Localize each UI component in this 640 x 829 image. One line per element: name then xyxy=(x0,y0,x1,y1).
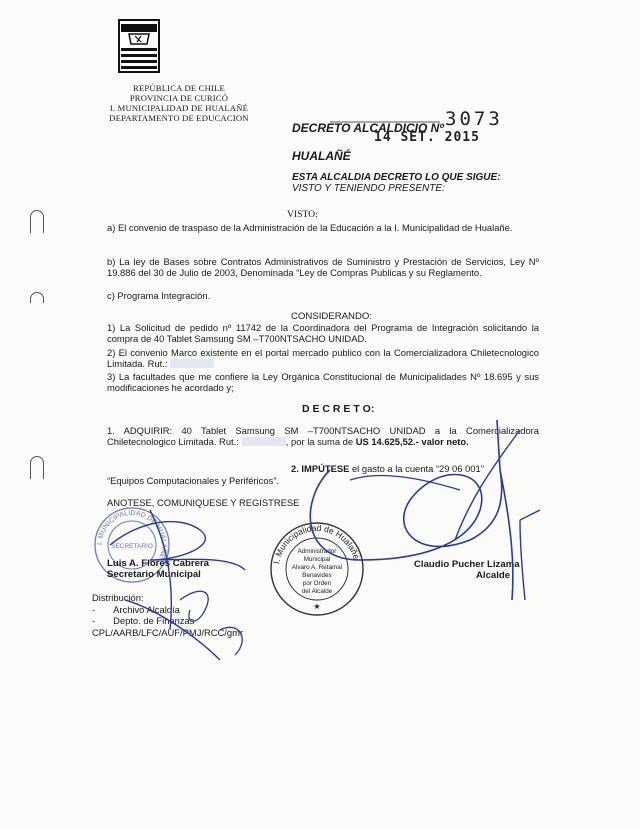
secretary-signature-icon xyxy=(110,510,245,660)
mayor-seal-line-5: por Orden xyxy=(302,580,332,587)
visto-b: b) La ley de Bases sobre Contratos Administrativos de Suministro y Prestación de Servicios, Ley Nº 19.886 del 30 de Julio de 2003, Denominada “Ley de Compras Publicas y su Reglamento. xyxy=(107,256,539,278)
considerando-2-text: 2) El convenio Marco existente en el portal mercado publico con la Comercializadora Chiletecnologico Limitada. Rut.: xyxy=(107,347,539,369)
mayor-seal-ring-text: I. Municipalidad de Hualañé xyxy=(271,522,362,565)
decreto-amount: US 14.625,52.- valor neto. xyxy=(355,436,469,447)
decreto-item-1-text: 1. ADQUIRIR: 40 Tablet Samsung SM –T700NTSACHO UNIDAD a la Comercializadora Chiletecnologico Limitada. Rut.: xyxy=(107,425,539,447)
margin-mark-3 xyxy=(30,456,44,479)
considerando-heading: CONSIDERANDO: xyxy=(291,311,373,322)
visto-heading: VISTO: xyxy=(287,209,318,220)
visto-a: a) El convenio de traspaso de la Administración de la Educación a la I. Municipalidad de Hualañe. xyxy=(107,222,513,233)
mayor-seal-line-4: Benavides xyxy=(302,572,332,579)
decree-intro-sub: VISTO Y TENIENDO PRESENTE: xyxy=(292,183,445,194)
decree-intro: ESTA ALCALDIA DECRETO LO QUE SIGUE: xyxy=(292,172,501,183)
distribution-initials: CPL/AARB/LFC/AUF/PMJ/RCC/gmr xyxy=(92,626,244,638)
mayor-seal-line-6: del Alcalde xyxy=(301,588,333,595)
header-republic: REPÚBLICA DE CHILE xyxy=(133,83,225,93)
decreto-item-1-mid: , por la suma de xyxy=(285,436,354,447)
mayor-title: Alcalde xyxy=(476,570,511,581)
decreto-item-2-label: 2. IMPÚTESE xyxy=(291,463,350,474)
distribution-bullet-2: - xyxy=(92,615,96,626)
mayor-seal-star: ★ xyxy=(313,602,321,611)
secretary-name: Luis A. Flores Cabrera xyxy=(107,558,210,569)
distribution-item-1-text: Archivo Alcaldía xyxy=(113,603,180,615)
mayor-seal-line-1: Administrador xyxy=(297,548,337,555)
margin-mark-2 xyxy=(30,292,44,303)
header-department: DEPARTAMENTO DE EDUCACION xyxy=(109,113,249,123)
visto-c: c) Programa Integración. xyxy=(107,290,211,301)
considerando-1: 1) La Solicitud de pedido nº 11742 de la Coordinadora del Programa de Integración solicitando la compra de 40 Tablet Samsung SM –T700NTSACHO UNIDAD. xyxy=(107,322,539,344)
distribution-bullet-1: - xyxy=(92,603,96,615)
secretary-seal-center: SECRETARIO xyxy=(111,543,153,550)
mayor-seal-line-3: Alvaro A. Retamal xyxy=(291,564,343,571)
decreto-item-2-text: el gasto a la cuenta “29 06 001” xyxy=(351,463,484,474)
considerando-3: 3) La facultades que me confiere la Ley Orgánica Constitucional de Municipalidades Nº 18.695 y sus modificaciones he acordado y; xyxy=(107,371,539,393)
distribution-item-2-text: Depto. de Finanzas xyxy=(113,615,195,626)
decree-title: DECRETO ALCALDICIO Nº xyxy=(292,121,444,135)
distribution-heading: Distribución: xyxy=(92,592,144,603)
margin-mark-1 xyxy=(30,210,44,233)
decreto-item-2-cont: “Equipos Computacionales y Periféricos”. xyxy=(107,475,279,486)
secretary-title: Secretario Municipal xyxy=(107,569,201,580)
closing-line: ANOTESE, COMUNIQUESE Y REGISTRESE xyxy=(107,497,300,508)
decree-number: 3073 xyxy=(445,108,503,130)
mayor-name: Claudio Pucher Lizama xyxy=(414,559,520,570)
header-municipality: I. MUNICIPALIDAD DE HUALAÑÉ xyxy=(109,103,249,113)
date-stamp: 14 SET. 2015 xyxy=(374,130,480,145)
mayor-seal-line-2: Municipal xyxy=(303,556,331,563)
secretary-seal-ring-text: I. MUNICIPALIDAD DE HUALAÑE xyxy=(96,509,168,560)
mayor-signature-icon xyxy=(310,420,513,600)
decree-place: HUALAÑÉ xyxy=(292,149,351,163)
header-province: PROVINCIA DE CURICÓ xyxy=(129,93,229,103)
decreto-heading: D E C R E T O: xyxy=(302,403,375,415)
